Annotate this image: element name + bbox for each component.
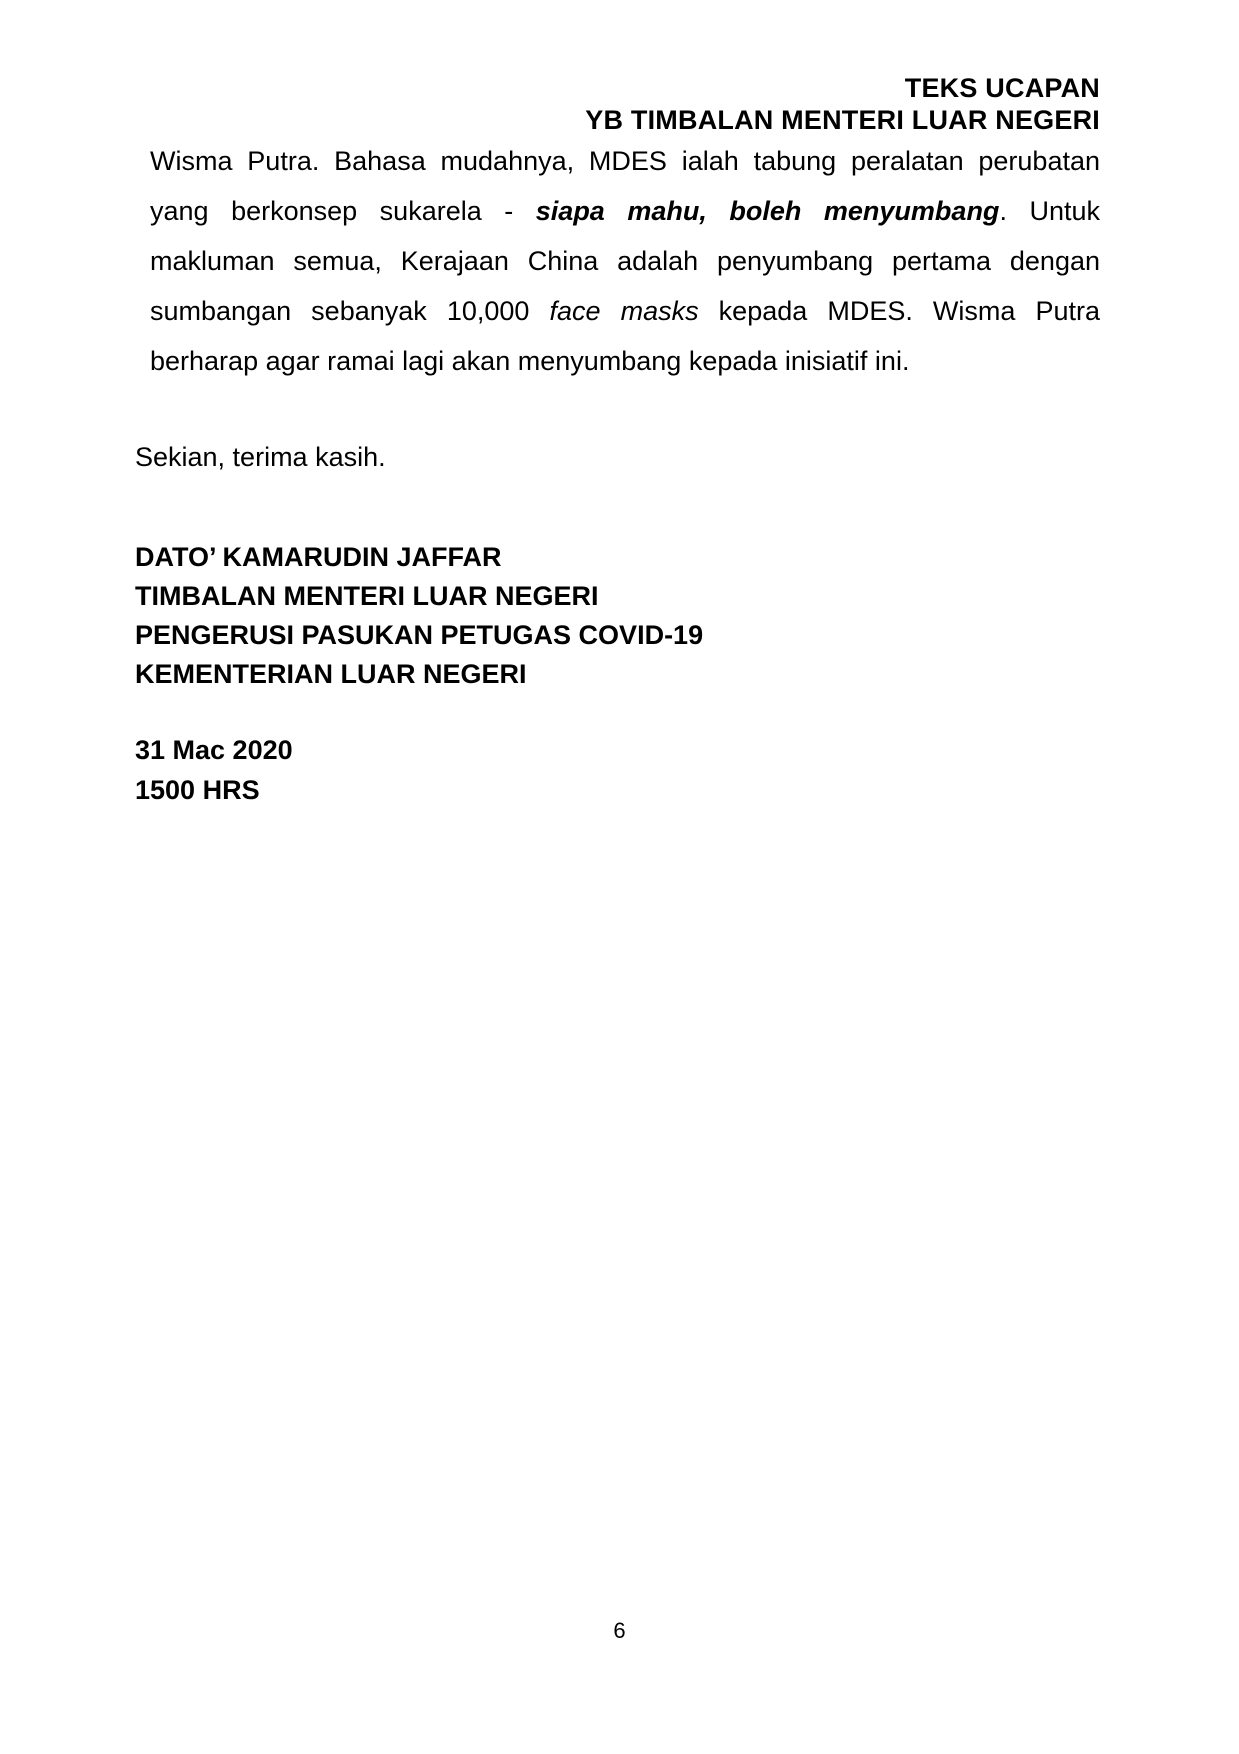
signature-block (135, 538, 703, 694)
date-block (135, 730, 293, 810)
signatory-title-1: TIMBALAN MENTERI LUAR NEGERI (135, 581, 599, 611)
page-number: 6 (613, 1618, 626, 1643)
signatory-title-2: PENGERUSI PASUKAN PETUGAS COVID-19 (135, 620, 704, 650)
paragraph-text-1: Wisma Putra. Bahasa mudahnya, MDES ialah tabung peralatan perubatan yang berkonsep sukarela - (150, 146, 1100, 226)
signatory-name: DATO’ KAMARUDIN JAFFAR (135, 542, 502, 572)
body-paragraph (150, 136, 1100, 386)
paragraph-italic: face masks (549, 296, 699, 326)
document-time: 1500 HRS (135, 775, 260, 805)
document-header (585, 72, 1100, 136)
document-date: 31 Mac 2020 (135, 735, 293, 765)
signatory-title-3: KEMENTERIAN LUAR NEGERI (135, 659, 527, 689)
paragraph-text-2: . Untuk makluman semua, Kerajaan China adalah penyumbang pertama dengan sumbangan sebanyak 10,000 (150, 196, 1100, 326)
header-title: TEKS UCAPAN (904, 73, 1100, 103)
paragraph-text-3: kepada MDES. Wisma Putra berharap agar ramai lagi akan menyumbang kepada inisiatif ini. (150, 296, 1101, 376)
paragraph-emphasis: siapa mahu, boleh menyumbang (535, 196, 1000, 226)
closing-remark: Sekian, terima kasih. (135, 442, 386, 472)
header-subtitle: YB TIMBALAN MENTERI LUAR NEGERI (585, 105, 1100, 135)
